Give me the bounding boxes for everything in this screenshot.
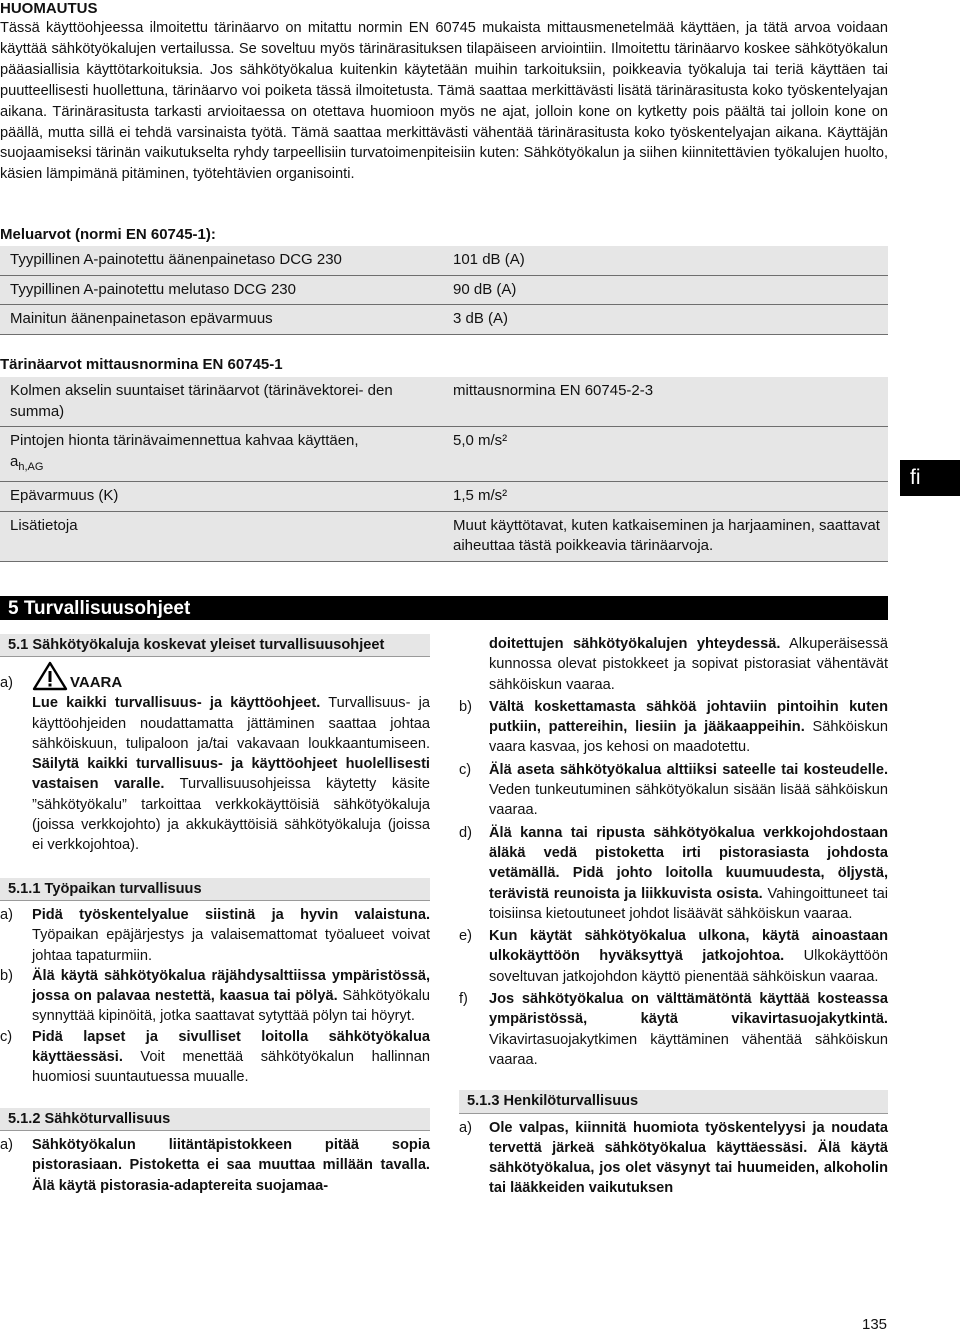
table-row: [0, 377, 888, 427]
list-item: [0, 966, 430, 1027]
item-label: c): [0, 1028, 13, 1045]
vibration-symbol: a: [10, 452, 19, 470]
item-label: f): [459, 991, 468, 1008]
plain-text: Ulkokäyttöön soveltuvan jatkojohdon käyttö pienentää sähköiskun vaaraa.: [489, 948, 888, 985]
vibration-label: Kolmen akselin suuntaiset tärinäarvot (tärinävektorei- den summa): [0, 377, 445, 427]
plain-text: Voit menettää sähkötyökalun hallinnan huomiosi suuntautuessa muualle.: [32, 1049, 430, 1086]
vibration-value: 1,5 m/s²: [445, 482, 888, 512]
vibration-label: [0, 427, 445, 482]
plain-text: Veden tunkeutuminen sähkötyökalun sisään lisää sähköiskun vaaraa.: [489, 782, 888, 819]
noise-label: Tyypillinen A-painotettu äänenpainetaso DCG 230: [0, 246, 445, 275]
noise-value: 101 dB (A): [445, 246, 888, 275]
bold-text: Ole valpas, kiinnitä huomiota työskentelyysi ja noudata tervettä järkeä sähkötyökalua käyttäessäsi. Älä käytä sähkötyökalua, jos olet väsynyt tai huumeiden, alkoholin tai lääkkeiden vaikutuksen: [489, 1119, 888, 1197]
list-item: [0, 1027, 430, 1088]
table-row: [0, 511, 888, 561]
language-tab: fi: [900, 460, 960, 496]
warning-word: VAARA: [70, 674, 123, 691]
vibration-value: Muut käyttötavat, kuten katkaiseminen ja harjaaminen, saattavat aiheuttaa tästä poikkeavia tärinäarvoja.: [445, 511, 888, 561]
table-row: [0, 427, 888, 482]
plain-text: Sähköiskun vaara kasvaa, jos kehosi on maadotettu.: [489, 719, 888, 756]
plain-text: Alkuperäisessä kunnossa olevat pistokkeet ja sopivat pistorasiat vähentävät sähköiskun vaaraa.: [489, 636, 888, 693]
bold-text: Älä aseta sähkötyökalua alttiiksi sateelle tai kosteudelle.: [489, 761, 888, 778]
table-row: [0, 482, 888, 512]
plain-text: Työpaikan epäjärjestys ja valaisemattomat työalueet voivat johtaa tapaturmiin.: [32, 927, 430, 964]
section-5-1-2-title: 5.1.2 Sähköturvallisuus: [0, 1108, 430, 1131]
table-row: [0, 275, 888, 305]
bold-text: Jos sähkötyökalua on välttämätöntä käyttää kosteassa ympäristössä, käytä vikavirtasuojakytkintä.: [489, 991, 888, 1028]
list-item: [0, 905, 430, 966]
bold-text: Älä käytä sähkötyökalua räjähdysalttiissa ympäristössä, jossa on palavaa nestettä, kaasua tai pölyä.: [32, 967, 430, 1005]
item-label: a): [0, 1136, 13, 1153]
list-item: [0, 1135, 430, 1196]
item-text: [489, 634, 888, 695]
right-column: [459, 634, 888, 1199]
bold-text: Kun käytät sähkötyökalua ulkona, käytä ainoastaan ulkokäyttöön hyväksyttyä jatkojohtoa.: [489, 928, 888, 965]
noise-title: Meluarvot (normi EN 60745-1):: [0, 226, 216, 243]
item-label-spacer: [459, 634, 489, 695]
item-text: [32, 1135, 430, 1196]
plain-text: Sähkötyökalu synnyttää kipinöitä, jotka saattavat sytyttää pölyn tai höyryt.: [32, 988, 430, 1025]
list-item: [459, 989, 888, 1070]
item-text: [489, 697, 888, 758]
item-label: b): [0, 967, 13, 984]
list-item: [459, 697, 888, 758]
vibration-subscript: h,AG: [18, 460, 44, 473]
list-item: [459, 760, 888, 821]
item-label: a): [0, 675, 13, 691]
vibration-title: Tärinäarvot mittausnormina EN 60745-1: [0, 356, 283, 373]
bold-text: Lue kaikki turvallisuus- ja käyttöohjeet.: [32, 695, 321, 712]
item-text: [489, 823, 888, 924]
item-label: a): [459, 1119, 472, 1136]
noise-value: 3 dB (A): [445, 305, 888, 335]
vibration-value: 5,0 m/s²: [445, 427, 888, 482]
item-label: a): [0, 906, 13, 923]
item-text: [489, 760, 888, 821]
bold-text: Vältä koskettamasta sähköä johtaviin pintoihin kuten putkiin, pattereihin, liesiin ja jääkaappeihin.: [489, 698, 888, 736]
bold-text: Pidä lapset ja sivulliset loitolla sähkötyökalua käyttäessäsi.: [32, 1028, 430, 1066]
table-row: [0, 246, 888, 275]
vibration-label-text: Pintojen hionta tärinävaimennettua kahvaa käyttäen,: [10, 432, 359, 449]
vibration-value: mittausnormina EN 60745-2-3: [445, 377, 888, 427]
noise-table: [0, 246, 888, 335]
item-label: e): [459, 928, 472, 945]
bold-text: Älä kanna tai ripusta sähkötyökalua verkkojohdostaan äläkä vedä pistoketta irti pistorasiasta johdosta vetämällä. Pidä johto loitolla kuumuudesta, öljystä, terävistä reunoista ja liikkuvista osista.: [489, 824, 888, 902]
plain-text: Turvallisuusohjeissa käytetty käsite ”sähkötyökalu” tarkoittaa verkkokäyttöisiä sähkötyökaluja (joissa verkkojohto) ja akkukäyttöisiä sähkötyökaluja (joissa ei verkkojohtoa).: [32, 776, 430, 854]
vibration-table: [0, 377, 888, 562]
item-text: [489, 1118, 888, 1199]
warning-text: [32, 693, 430, 855]
list-item: [459, 634, 888, 695]
item-text: [32, 661, 430, 856]
note-body: Tässä käyttöohjeessa ilmoitettu tärinäarvo on mitattu normin EN 60745 mukaista mittausmenetelmää käyttäen, ja tätä arvoa voidaan käyttää sähkötyökalujen vertailussa. Se soveltuu myös tärinärasituksen tilapäiseen arviointiin. Ilmoitettu tärinäarvo koskee sähkötyökalun pääasiallisia käyttötarkoituksia. Jos sähkötyökalua kuitenkin käytetään muihin tarkoituksiin, poikkeavia työkaluja tai teriä käyttäen tai puutteellisesti huollettuna, tärinäarvo voi poiketa tässä ilmoitetusta. Tämä saattaa merkittävästi lisätä tärinärasitusta koko työskentelyajan aikana. Tärinärasitusta tarkasti arvioitaessa on otettava huomioon myös ne ajat, jolloin kone on kytketty pois päältä tai jolloin kone on päällä, mutta sillä ei tehdä varsinaista työtä. Tämä saattaa merkittävästi vähentää tärinärasitusta koko työskentelyajan aikana. Käyttäjän suojaamiseksi tärinän vaikutukselta ryhdy tarpeellisiin turvatoimenpiteisiin kuten: Sähkötyökalun ja siihen kiinnitettävien työkalujen huolto, käsien lämpimänä pitäminen, työtehtävien organisointi.: [0, 20, 888, 183]
vibration-label: Epävarmuus (K): [0, 482, 445, 512]
noise-label: Mainitun äänenpainetason epävarmuus: [0, 305, 445, 335]
list-item: [459, 823, 888, 924]
item-text: [489, 926, 888, 987]
item-text: [32, 966, 430, 1027]
bold-text: Säilytä kaikki turvallisuus- ja käyttöohjeet huolellisesti vastaisen varalle.: [32, 756, 430, 793]
left-column: [0, 634, 430, 1196]
plain-text: Vikavirtasuojakytkimen käyttäminen vähentää sähköiskun vaaraa.: [489, 1031, 888, 1068]
plain-text: Vahingoittuneet tai toisiinsa kietoutuneet johdot lisäävät sähköiskun vaaraa.: [489, 885, 889, 922]
noise-value: 90 dB (A): [445, 275, 888, 305]
item-label: b): [459, 698, 472, 715]
chapter-heading: 5 Turvallisuusohjeet: [0, 596, 888, 620]
warning-row: [32, 661, 430, 693]
bold-text: Pidä työskentelyalue siistinä ja hyvin valaistuna.: [32, 906, 430, 923]
item-label: d): [459, 824, 472, 841]
table-row: [0, 305, 888, 335]
item-text: [32, 905, 430, 966]
item-text: [489, 989, 888, 1070]
plain-text: Turvallisuus- ja käyttöohjeiden noudattamatta jättäminen saattaa johtaa sähköiskuun, tulipaloon ja/tai vakavaan loukkaantumiseen.: [32, 695, 430, 752]
list-item: [459, 926, 888, 987]
warning-triangle-icon: [32, 661, 68, 691]
section-5-1-title: 5.1 Sähkötyökaluja koskevat yleiset turvallisuusohjeet: [0, 634, 430, 657]
page-number: 135: [862, 1316, 888, 1333]
bold-text: Sähkötyökalun liitäntäpistokkeen pitää sopia pistorasiaan. Pistoketta ei saa muuttaa millään tavalla. Älä käytä pistorasia-adaptereita suojamaa-: [32, 1136, 430, 1194]
list-item: [0, 661, 430, 856]
note-heading: HUOMAUTUS: [0, 0, 98, 17]
bold-text: doitettujen sähkötyökalujen yhteydessä.: [489, 636, 781, 652]
item-label: c): [459, 761, 472, 778]
section-5-1-3-title: 5.1.3 Henkilöturvallisuus: [459, 1090, 888, 1113]
item-text: [32, 1027, 430, 1088]
list-item: [459, 1118, 888, 1199]
noise-label: Tyypillinen A-painotettu melutaso DCG 230: [0, 275, 445, 305]
section-5-1-1-title: 5.1.1 Työpaikan turvallisuus: [0, 878, 430, 901]
vibration-label: Lisätietoja: [0, 511, 445, 561]
